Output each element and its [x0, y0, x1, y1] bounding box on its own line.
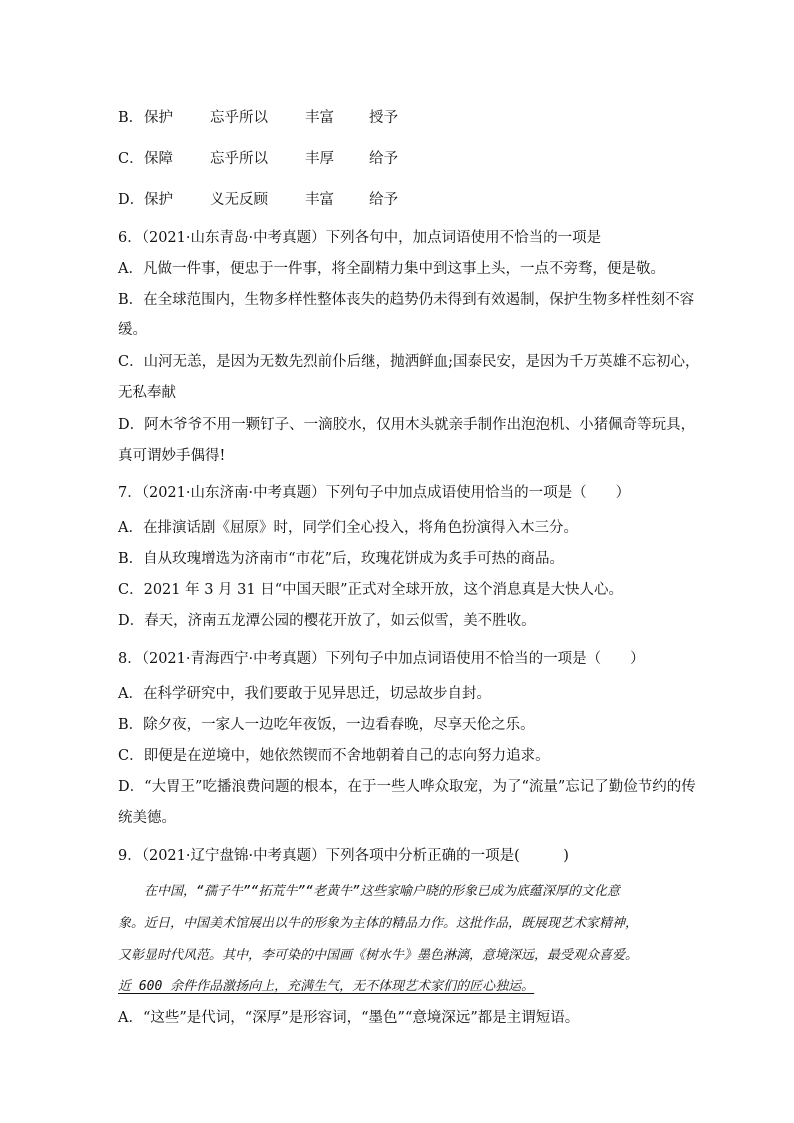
question-6-option-b: B．在全球范围内，生物多样性整体丧失的趋势仍未得到有效遏制，保护生物多样性刻不容: [118, 292, 695, 308]
question-7-stem: 7．（2021·山东济南·中考真题）下列句子中加点成语使用恰当的一项是（ ）: [118, 485, 631, 501]
question-8-option-a: A．在科学研究中，我们要敢于见异思迁，切忌故步自封。: [118, 686, 491, 702]
question-7-option-d: D．春天，济南五龙潭公园的樱花开放了，如云似雪，美不胜收。: [118, 613, 536, 629]
option-word: 授予: [369, 110, 398, 126]
option-letter: C．: [118, 151, 144, 167]
option-letter: B．: [118, 110, 144, 126]
question-7-option-b: B．自从玫瑰增选为济南市“市花”后，玫瑰花饼成为炙手可热的商品。: [118, 551, 564, 567]
question-6-option-d: D．阿木爷爷不用一颗钉子、一滴胶水，仅用木头就亲手制作出泡泡机、小猪佩奇等玩具，: [118, 417, 696, 433]
question-7-option-a: A．在排演话剧《屈原》时，同学们全心投入，将角色扮演得入木三分。: [118, 520, 578, 536]
question-6-option-c: C．山河无恙，是因为无数先烈前仆后继，抛洒鲜血;国泰民安，是因为千万英雄不忘初心，: [118, 354, 700, 370]
option-letter: D．: [118, 192, 145, 208]
option-word: 义无反顾: [210, 192, 268, 208]
question-8-option-b: B．除夕夜，一家人一边吃年夜饭，一边看春晚，尽享天伦之乐。: [118, 717, 535, 733]
question-8-stem: 8．（2021·青海西宁·中考真题）下列句子中加点词语使用不恰当的一项是（ ）: [118, 651, 645, 667]
option-word: 丰厚: [305, 151, 334, 167]
option-word: 忘乎所以: [210, 110, 268, 126]
option-word: 保护: [144, 192, 173, 208]
question-6-stem: 6．（2021·山东青岛·中考真题）下列各句中，加点词语使用不恰当的一项是: [118, 230, 602, 246]
question-6-option-d-cont: 真可谓妙手偶得!: [118, 448, 226, 464]
option-word: 保障: [144, 151, 173, 167]
passage-underlined-sentence: 近 600 余件作品激扬向上，充满生气，无不体现艺术家们的匠心独运。: [118, 979, 535, 994]
question-9-option-a: A．“这些”是代词，“深厚”是形容词，“墨色”“意境深远”都是主谓短语。: [118, 1010, 580, 1026]
question-6-option-b-cont: 缓。: [118, 322, 147, 338]
question-8-option-d: D．“大胃王”吃播浪费问题的根本，在于一些人哗众取宠，为了“流量”忘记了勤俭节约的传: [118, 779, 696, 795]
option-word: 给予: [369, 151, 398, 167]
passage-line: 又彰显时代风范。其中，李可染的中国画《树水牛》墨色淋漓，意境深远，最受观众喜爱。: [118, 948, 639, 963]
question-8-option-d-cont: 统美德。: [118, 810, 176, 826]
passage-line: 在中国，“孺子牛”“拓荒牛”“老黄牛”这些家喻户晓的形象已成为底蕴深厚的文化意: [118, 884, 620, 899]
option-word: 给予: [369, 192, 398, 208]
question-9-stem: 9．（2021·辽宁盘锦·中考真题）下列各项中分析正确的一项是( ): [118, 848, 569, 864]
question-8-option-c: C．即便是在逆境中，她依然锲而不舍地朝着自己的志向努力追求。: [118, 748, 550, 764]
passage-line: 象。近日，中国美术馆展出以牛的形象为主体的精品力作。这批作品，既展现艺术家精神，: [118, 916, 639, 931]
question-6-option-a: A．凡做一件事，便忠于一件事，将全副精力集中到这事上头，一点不旁骛，便是敬。: [118, 261, 665, 277]
option-word: 丰富: [305, 192, 334, 208]
question-6-option-c-cont: 无私奉献: [118, 385, 176, 401]
option-word: 丰富: [305, 110, 334, 126]
question-7-option-c: C．2021 年 3 月 31 日“中国天眼”正式对全球开放，这个消息真是大快人心。: [118, 582, 624, 598]
option-word: 忘乎所以: [210, 151, 268, 167]
option-word: 保护: [144, 110, 173, 126]
